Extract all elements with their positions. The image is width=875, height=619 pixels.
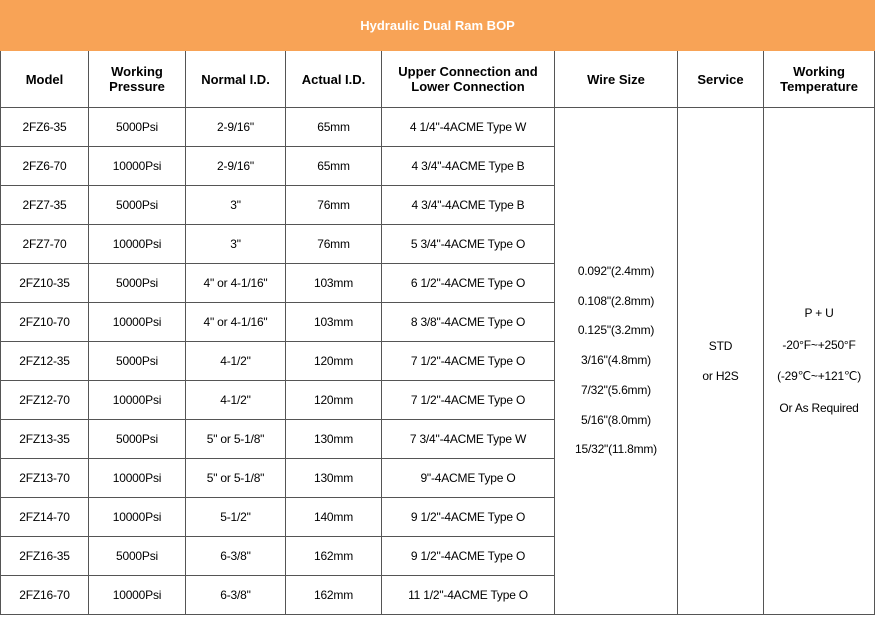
cell-actual-id: 130mm <box>286 420 382 459</box>
cell-normal-id: 2-9/16" <box>186 108 286 147</box>
cell-pressure: 5000Psi <box>89 264 186 303</box>
cell-connection: 6 1/2"-4ACME Type O <box>382 264 555 303</box>
temperature-item: (-29℃~+121℃) <box>777 369 862 383</box>
cell-connection: 7 3/4"-4ACME Type W <box>382 420 555 459</box>
cell-connection: 7 1/2"-4ACME Type O <box>382 342 555 381</box>
cell-actual-id: 65mm <box>286 147 382 186</box>
wire-size-item: 0.108"(2.8mm) <box>577 293 655 308</box>
title-row <box>1 1 875 51</box>
cell-pressure: 5000Psi <box>89 342 186 381</box>
cell-model: 2FZ6-35 <box>1 108 89 147</box>
cell-model: 2FZ7-70 <box>1 225 89 264</box>
cell-actual-id: 65mm <box>286 108 382 147</box>
cell-actual-id: 162mm <box>286 576 382 615</box>
cell-normal-id: 6-3/8" <box>186 576 286 615</box>
service-item: STD <box>708 339 733 353</box>
cell-connection: 4 3/4"-4ACME Type B <box>382 147 555 186</box>
col-header-connection: Upper Connection and Lower Connection <box>382 51 555 108</box>
wire-size-item: 0.125"(3.2mm) <box>577 323 655 338</box>
cell-connection: 4 1/4"-4ACME Type W <box>382 108 555 147</box>
cell-connection: 5 3/4"-4ACME Type O <box>382 225 555 264</box>
cell-normal-id: 4" or 4-1/16" <box>186 264 286 303</box>
cell-model: 2FZ12-70 <box>1 381 89 420</box>
service-cell <box>678 108 764 615</box>
wire-size-item: 5/16"(8.0mm) <box>581 412 651 427</box>
cell-pressure: 5000Psi <box>89 420 186 459</box>
header-row <box>1 51 875 108</box>
col-header-actual-id: Actual I.D. <box>286 51 382 108</box>
cell-normal-id: 2-9/16" <box>186 147 286 186</box>
cell-actual-id: 140mm <box>286 498 382 537</box>
wire-size-item: 0.092"(2.4mm) <box>577 263 655 278</box>
cell-pressure: 5000Psi <box>89 108 186 147</box>
table-title: Hydraulic Dual Ram BOP <box>1 1 875 51</box>
col-header-normal-id: Normal I.D. <box>186 51 286 108</box>
cell-actual-id: 103mm <box>286 264 382 303</box>
cell-normal-id: 4-1/2" <box>186 342 286 381</box>
temperature-item: Or As Required <box>779 400 859 415</box>
cell-connection: 8 3/8"-4ACME Type O <box>382 303 555 342</box>
cell-model: 2FZ7-35 <box>1 186 89 225</box>
cell-model: 2FZ12-35 <box>1 342 89 381</box>
cell-normal-id: 4-1/2" <box>186 381 286 420</box>
cell-pressure: 10000Psi <box>89 498 186 537</box>
cell-model: 2FZ16-35 <box>1 537 89 576</box>
cell-connection: 9"-4ACME Type O <box>382 459 555 498</box>
cell-model: 2FZ10-70 <box>1 303 89 342</box>
cell-pressure: 5000Psi <box>89 186 186 225</box>
service-item: or H2S <box>702 369 739 383</box>
cell-connection: 9 1/2"-4ACME Type O <box>382 537 555 576</box>
cell-pressure: 5000Psi <box>89 537 186 576</box>
cell-connection: 4 3/4"-4ACME Type B <box>382 186 555 225</box>
working-temperature-cell <box>764 108 875 615</box>
cell-actual-id: 120mm <box>286 342 382 381</box>
temperature-item: P + U <box>804 306 834 320</box>
cell-normal-id: 6-3/8" <box>186 537 286 576</box>
cell-model: 2FZ14-70 <box>1 498 89 537</box>
wire-size-cell <box>555 108 678 615</box>
col-header-working-pressure: Working Pressure <box>89 51 186 108</box>
cell-actual-id: 103mm <box>286 303 382 342</box>
cell-pressure: 10000Psi <box>89 303 186 342</box>
cell-normal-id: 4" or 4-1/16" <box>186 303 286 342</box>
col-header-working-temperature: Working Temperature <box>764 51 875 108</box>
cell-actual-id: 76mm <box>286 186 382 225</box>
cell-pressure: 10000Psi <box>89 147 186 186</box>
col-header-wire-size: Wire Size <box>555 51 678 108</box>
cell-normal-id: 5-1/2" <box>186 498 286 537</box>
wire-size-item: 7/32"(5.6mm) <box>581 382 651 397</box>
cell-pressure: 10000Psi <box>89 576 186 615</box>
wire-size-item: 15/32"(11.8mm) <box>575 442 657 457</box>
cell-pressure: 10000Psi <box>89 381 186 420</box>
col-header-model: Model <box>1 51 89 108</box>
table-row <box>1 108 875 147</box>
temperature-item: -20°F~+250°F <box>782 337 856 352</box>
cell-actual-id: 130mm <box>286 459 382 498</box>
cell-normal-id: 3" <box>186 186 286 225</box>
cell-normal-id: 3" <box>186 225 286 264</box>
cell-model: 2FZ10-35 <box>1 264 89 303</box>
cell-normal-id: 5" or 5-1/8" <box>186 420 286 459</box>
cell-normal-id: 5" or 5-1/8" <box>186 459 286 498</box>
cell-model: 2FZ6-70 <box>1 147 89 186</box>
cell-connection: 9 1/2"-4ACME Type O <box>382 498 555 537</box>
cell-model: 2FZ13-35 <box>1 420 89 459</box>
col-header-service: Service <box>678 51 764 108</box>
cell-model: 2FZ16-70 <box>1 576 89 615</box>
cell-actual-id: 76mm <box>286 225 382 264</box>
cell-actual-id: 162mm <box>286 537 382 576</box>
cell-connection: 11 1/2"-4ACME Type O <box>382 576 555 615</box>
wire-size-item: 3/16"(4.8mm) <box>581 353 651 368</box>
cell-connection: 7 1/2"-4ACME Type O <box>382 381 555 420</box>
cell-pressure: 10000Psi <box>89 225 186 264</box>
cell-actual-id: 120mm <box>286 381 382 420</box>
cell-pressure: 10000Psi <box>89 459 186 498</box>
cell-model: 2FZ13-70 <box>1 459 89 498</box>
